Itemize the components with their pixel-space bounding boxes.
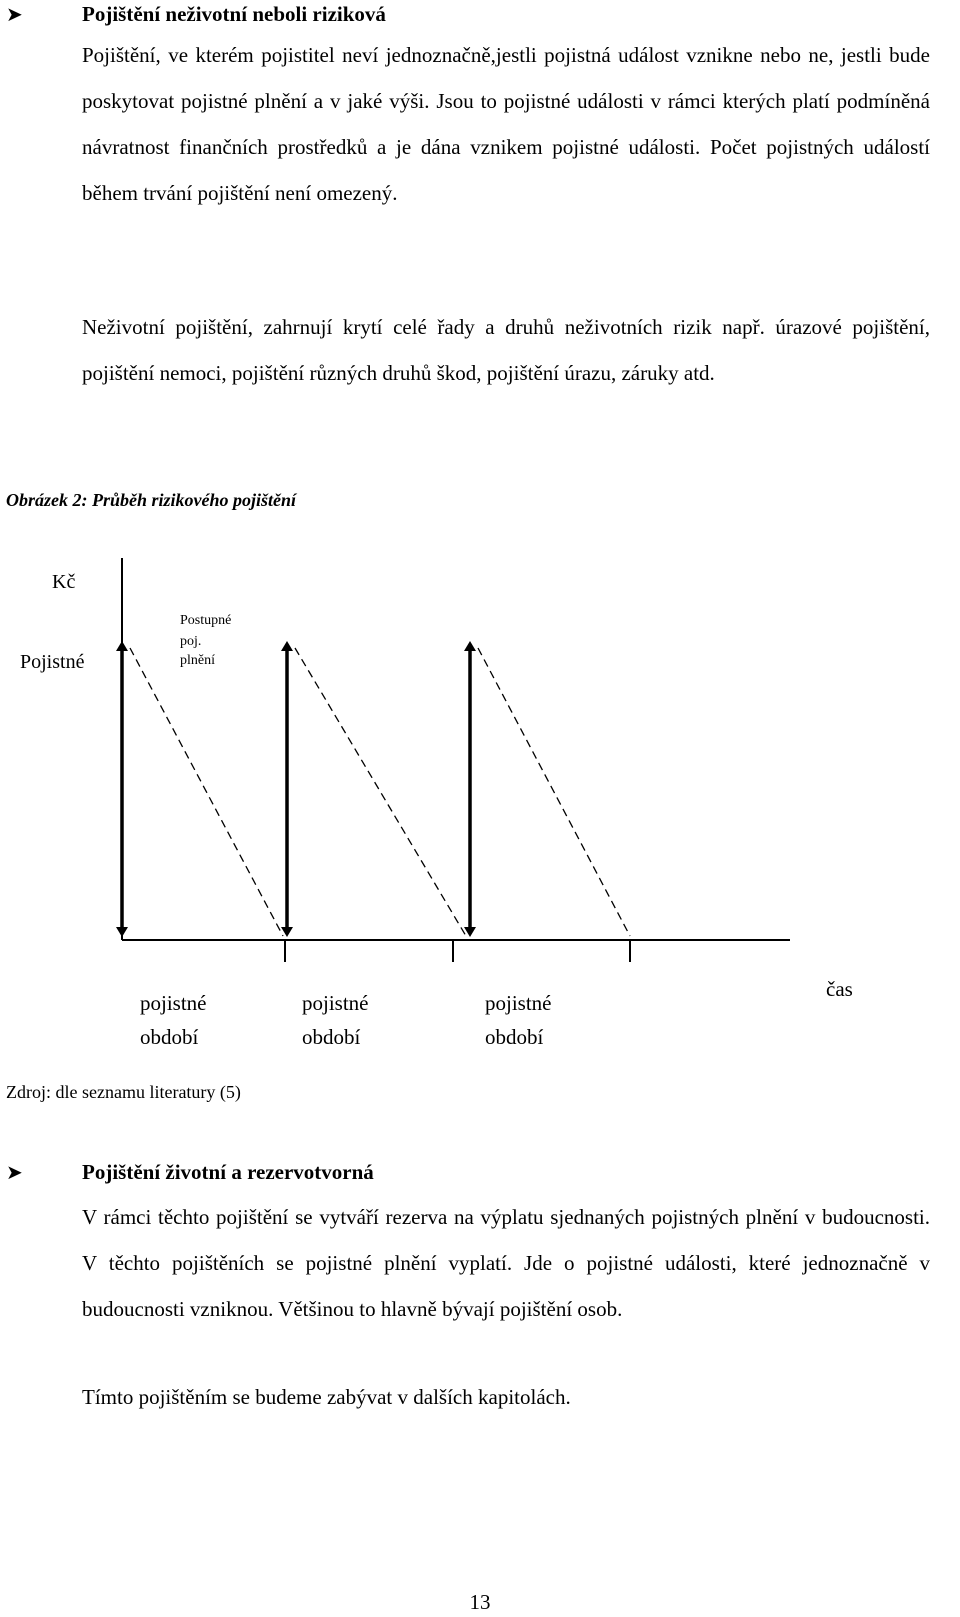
period-label: pojistné — [485, 991, 552, 1015]
annotation-line-3: plnění — [180, 653, 215, 668]
period-label: pojistné — [140, 991, 207, 1015]
y-axis-label: Pojistné — [20, 651, 85, 673]
section-heading-text: Pojištění životní a rezervotvorná — [82, 1160, 374, 1184]
period-label: období — [140, 1025, 199, 1049]
payout-dashed-line — [295, 648, 466, 936]
paragraph-non-life-examples: Neživotní pojištění, zahrnují krytí celé řady a druhů neživotních rizik např. úrazové pojištění, pojištění nemoci, pojištění různých druhů škod, pojištění úrazu, záruky atd. — [82, 315, 930, 385]
period-label: pojistné — [302, 991, 369, 1015]
closing-sentence: Tímto pojištěním se budeme zabývat v dalších kapitolách. — [82, 1385, 571, 1409]
bullet-arrow-icon: ➤ — [6, 1162, 23, 1184]
period-label: období — [485, 1025, 544, 1049]
annotation-line-2: poj. — [180, 634, 202, 649]
bullet-arrow-icon: ➤ — [6, 4, 23, 26]
figure-source: Zdroj: dle seznamu literatury (5) — [6, 1082, 241, 1102]
figure-caption: Obrázek 2: Průběh rizikového pojištění — [6, 490, 297, 510]
payout-dashed-line — [130, 648, 283, 936]
payout-dashed-line — [478, 648, 630, 936]
x-axis-label: čas — [826, 977, 853, 1001]
paragraph-non-life-definition: Pojištění, ve kterém pojistitel neví jednoznačně,jestli pojistná událost vznikne nebo ne, jestli bude poskytovat pojistné plnění a v jaké výši. Jsou to pojistné události v rámci kterých platí podmíněná návratnost finančních prostředků a je dána vznikem pojistné události. Počet pojistných událostí během trvání pojištění není omezený. — [82, 43, 930, 205]
paragraph-life-definition: V rámci těchto pojištění se vytváří rezerva na výplatu sjednaných pojistných plnění v budoucnosti. V těchto pojištěních se pojistné plnění vyplatí. Jde o pojistné události, které jednoznačně v budoucnosti vzniknou. Většinou to hlavně bývají pojištění osob. — [82, 1205, 930, 1321]
annotation-line-1: Postupné — [180, 613, 232, 628]
y-unit-label: Kč — [52, 571, 76, 593]
section-heading-text: Pojištění neživotní neboli riziková — [82, 2, 386, 26]
period-label: období — [302, 1025, 361, 1049]
page-number: 13 — [469, 1590, 491, 1614]
